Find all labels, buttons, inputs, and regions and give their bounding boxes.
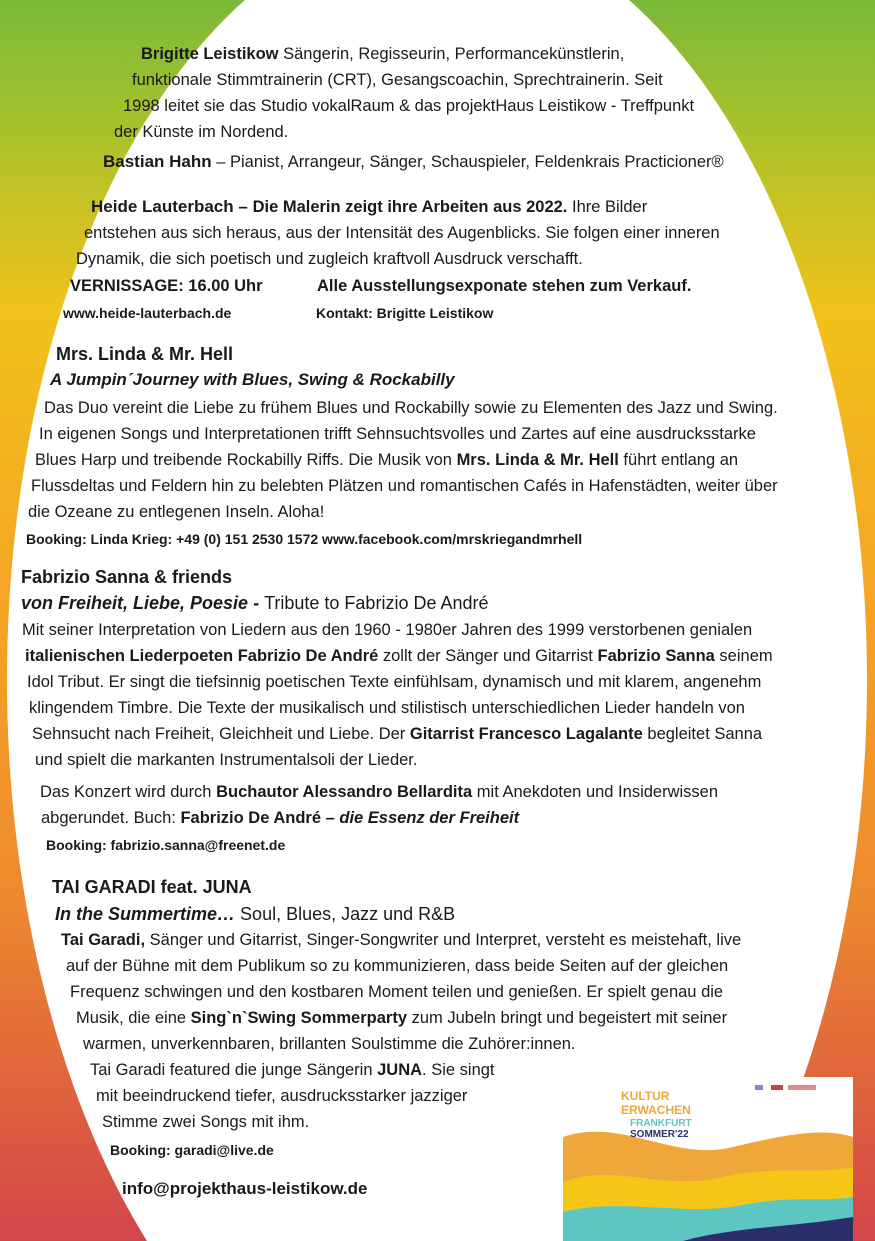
sanna-subtitle: von Freiheit, Liebe, Poesie - Tribute to Fabrizio De André — [21, 593, 489, 613]
sanna-title: Fabrizio Sanna & friends — [21, 567, 233, 587]
sanna-line-3: Idol Tribut. Er singt die tiefsinnig poetischen Texte einfühlsam, dynamisch und mit klarem, angenehm — [27, 673, 762, 691]
sanna-line-7: Das Konzert wird durch Buchautor Alessandro Bellardita mit Anekdoten und Insiderwissen — [40, 783, 719, 801]
garadi-line-4: Musik, die eine Sing`n`Swing Sommerparty zum Jubeln bringt und begeistert mit seiner — [76, 1009, 728, 1027]
linda-line-5: die Ozeane zu entlegenen Inseln. Aloha! — [28, 503, 325, 521]
hahn-name: Bastian Hahn — [103, 152, 212, 171]
hahn-line: Bastian Hahn – Pianist, Arrangeur, Sänger, Schauspieler, Feldenkrais Practicioner® — [103, 152, 724, 171]
leistikow-line-1: Brigitte Leistikow Sängerin, Regisseurin, Performancekünstlerin, — [141, 45, 625, 63]
lauterbach-line-1: Heide Lauterbach – Die Malerin zeigt ihre Arbeiten aus 2022. Ihre Bilder — [91, 197, 648, 216]
logo-line-3: FRANKFURT — [630, 1118, 692, 1129]
garadi-line-8: Stimme zwei Songs mit ihm. — [102, 1113, 310, 1131]
leistikow-line-3: 1998 leitet sie das Studio vokalRaum & das projektHaus Leistikow - Treffpunkt — [123, 97, 695, 115]
garadi-line-7: mit beeindruckend tiefer, ausdrucksstarker jazziger — [96, 1087, 468, 1105]
garadi-subtitle: In the Summertime… Soul, Blues, Jazz und R&B — [55, 904, 456, 924]
leistikow-line-2: funktionale Stimmtrainerin (CRT), Gesangscoachin, Sprechtrainerin. Seit — [132, 71, 663, 89]
lauterbach-line-2: entstehen aus sich heraus, aus der Intensität des Augenblicks. Sie folgen einer inneren — [84, 224, 720, 242]
linda-line-3: Blues Harp und treibende Rockabilly Riffs. Die Musik von Mrs. Linda & Mr. Hell führt entlang an — [35, 451, 739, 469]
sanna-line-6: und spielt die markanten Instrumentalsoli der Lieder. — [35, 751, 418, 769]
garadi-line-1: Tai Garadi, Sänger und Gitarrist, Singer-Songwriter und Interpret, versteht es meistehaft, live — [61, 931, 742, 949]
logo-line-4: SOMMER'22 — [630, 1129, 689, 1140]
sanna-line-4: klingendem Timbre. Die Texte der musikalisch und stilistisch unterschiedlichen Lieder handeln von — [29, 699, 745, 717]
sanna-line-8: abgerundet. Buch: Fabrizio De André – die Essenz der Freiheit — [41, 809, 520, 827]
leistikow-name: Brigitte Leistikow — [141, 45, 279, 63]
lauterbach-contact: Kontakt: Brigitte Leistikow — [316, 305, 494, 321]
linda-line-1: Das Duo vereint die Liebe zu frühem Blues und Rockabilly sowie zu Elementen des Jazz und Swing. — [44, 399, 778, 417]
sanna-line-2: italienischen Liederpoeten Fabrizio De André zollt der Sänger und Gitarrist Fabrizio Sanna seinem — [25, 647, 773, 665]
sale-notice: Alle Ausstellungsexponate stehen zum Verkauf. — [317, 277, 692, 295]
linda-line-2: In eigenen Songs und Interpretationen trifft Sehnsuchtsvolles und Zartes auf eine ausdrucksstarke — [39, 425, 756, 443]
kultur-erwachen-logo — [563, 1077, 853, 1241]
sanna-line-5: Sehnsucht nach Freiheit, Gleichheit und Liebe. Der Gitarrist Francesco Lagalante begleitet Sanna — [32, 725, 763, 743]
garadi-booking: Booking: garadi@live.de — [110, 1142, 274, 1158]
sanna-booking: Booking: fabrizio.sanna@freenet.de — [46, 837, 286, 853]
garadi-line-6: Tai Garadi featured die junge Sängerin JUNA. Sie singt — [90, 1061, 495, 1079]
lauterbach-name: Heide Lauterbach – — [91, 197, 253, 216]
garadi-line-2: auf der Bühne mit dem Publikum so zu kommunizieren, dass beide Seiten auf der gleichen — [66, 957, 729, 975]
linda-line-4: Flussdeltas und Feldern hin zu belebten Plätzen und romantischen Cafés in Hafenstädten, weiter über — [31, 477, 778, 495]
linda-booking: Booking: Linda Krieg: +49 (0) 151 2530 1572 www.facebook.com/mrskriegandmrhell — [26, 531, 583, 547]
garadi-line-5: warmen, unverkennbaren, brillanten Soulstimme die Zuhörer:innen. — [83, 1035, 576, 1053]
footer-email-link[interactable]: info@projekthaus-leistikow.de — [122, 1179, 368, 1198]
leistikow-line-4: der Künste im Nordend. — [114, 123, 289, 141]
vernissage-time: VERNISSAGE: 16.00 Uhr — [70, 277, 263, 295]
lauterbach-website-link[interactable]: www.heide-lauterbach.de — [63, 305, 232, 321]
logo-waves — [563, 1077, 853, 1241]
linda-subtitle: A Jumpin´Journey with Blues, Swing & Rockabilly — [50, 370, 455, 389]
linda-title: Mrs. Linda & Mr. Hell — [56, 344, 234, 364]
lauterbach-line-3: Dynamik, die sich poetisch und zugleich kraftvoll Ausdruck verschafft. — [76, 250, 583, 268]
logo-line-1: KULTUR — [621, 1089, 670, 1103]
garadi-title: TAI GARADI feat. JUNA — [52, 877, 252, 897]
garadi-line-3: Frequenz schwingen und den kostbaren Moment teilen und genießen. Er spielt genau die — [70, 983, 724, 1001]
sanna-line-1: Mit seiner Interpretation von Liedern aus den 1960 - 1980er Jahren des 1999 verstorbenen genialen — [22, 621, 753, 639]
logo-line-2: ERWACHEN — [621, 1103, 691, 1117]
